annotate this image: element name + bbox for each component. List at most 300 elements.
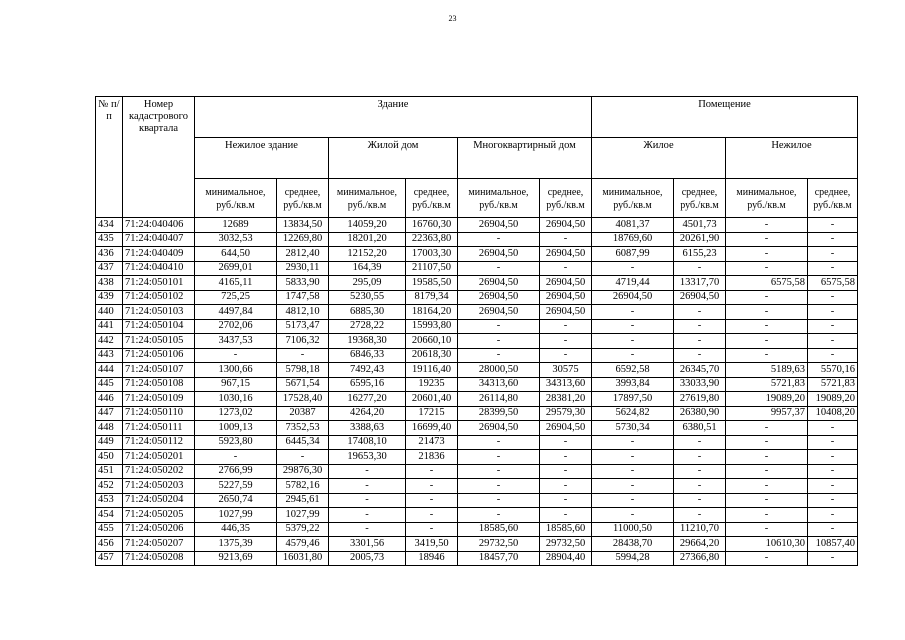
value-cell: - [592, 348, 674, 363]
value-cell: 5227,59 [195, 479, 277, 494]
kadastr-cell: 71:24:050101 [123, 276, 195, 291]
value-cell: 26904,50 [592, 290, 674, 305]
value-cell: - [540, 464, 592, 479]
value-cell: 34313,60 [540, 377, 592, 392]
row-number-cell: 442 [96, 334, 123, 349]
value-cell: - [808, 348, 858, 363]
value-cell: - [674, 479, 726, 494]
kadastr-cell: 71:24:050102 [123, 290, 195, 305]
value-cell: 6380,51 [674, 421, 726, 436]
value-cell: 5230,55 [329, 290, 406, 305]
table-row [96, 377, 858, 392]
kadastr-cell: 71:24:050111 [123, 421, 195, 436]
header-avg: среднее, руб./кв.м [808, 179, 858, 218]
value-cell: 5721,83 [726, 377, 808, 392]
value-cell: - [406, 464, 458, 479]
kadastr-cell: 71:24:050203 [123, 479, 195, 494]
value-cell: 5782,16 [277, 479, 329, 494]
value-cell: - [726, 334, 808, 349]
header-min: минимальное, руб./кв.м [195, 179, 277, 218]
value-cell: - [674, 348, 726, 363]
value-cell: 3437,53 [195, 334, 277, 349]
value-cell: - [674, 450, 726, 465]
value-cell: - [726, 493, 808, 508]
value-cell: - [592, 508, 674, 523]
value-cell: - [674, 435, 726, 450]
value-cell: 295,09 [329, 276, 406, 291]
value-cell: - [592, 319, 674, 334]
value-cell: 6575,58 [726, 276, 808, 291]
row-number-cell: 457 [96, 551, 123, 566]
value-cell: - [674, 319, 726, 334]
header-min: минимальное, руб./кв.м [458, 179, 540, 218]
row-number-cell: 452 [96, 479, 123, 494]
value-cell: 27619,80 [674, 392, 726, 407]
row-number-cell: 445 [96, 377, 123, 392]
value-cell: 3419,50 [406, 537, 458, 552]
value-cell: 7492,43 [329, 363, 406, 378]
value-cell: - [329, 508, 406, 523]
value-cell: 26904,50 [540, 247, 592, 262]
value-cell: - [674, 261, 726, 276]
header-building: Здание [195, 97, 592, 138]
kadastr-cell: 71:24:050205 [123, 508, 195, 523]
row-number-cell: 437 [96, 261, 123, 276]
value-cell: - [540, 450, 592, 465]
value-cell: 5173,47 [277, 319, 329, 334]
value-cell: - [674, 334, 726, 349]
value-cell: - [329, 493, 406, 508]
value-cell: - [592, 464, 674, 479]
value-cell: 19653,30 [329, 450, 406, 465]
value-cell: 26904,50 [458, 247, 540, 262]
value-cell: 1030,16 [195, 392, 277, 407]
row-number-cell: 456 [96, 537, 123, 552]
value-cell: 4497,84 [195, 305, 277, 320]
row-number-cell: 455 [96, 522, 123, 537]
table-row [96, 319, 858, 334]
value-cell: 26904,50 [458, 290, 540, 305]
value-cell: - [808, 334, 858, 349]
row-number-cell: 447 [96, 406, 123, 421]
row-number-cell: 434 [96, 218, 123, 233]
value-cell: 164,39 [329, 261, 406, 276]
value-cell: 28399,50 [458, 406, 540, 421]
value-cell: - [329, 479, 406, 494]
value-cell: - [808, 319, 858, 334]
value-cell: 19089,20 [726, 392, 808, 407]
value-cell: 34313,60 [458, 377, 540, 392]
value-cell: 16760,30 [406, 218, 458, 233]
table-body [96, 218, 858, 566]
value-cell: - [726, 450, 808, 465]
table-row [96, 435, 858, 450]
value-cell: 28381,20 [540, 392, 592, 407]
value-cell: - [674, 508, 726, 523]
value-cell: 12689 [195, 218, 277, 233]
value-cell: 9213,69 [195, 551, 277, 566]
table-row [96, 421, 858, 436]
kadastr-cell: 71:24:050112 [123, 435, 195, 450]
value-cell: - [458, 232, 540, 247]
header-residential: Жилое [592, 138, 726, 179]
value-cell: 1273,02 [195, 406, 277, 421]
table-row [96, 334, 858, 349]
header-avg: среднее, руб./кв.м [277, 179, 329, 218]
value-cell: 17528,40 [277, 392, 329, 407]
value-cell: - [592, 450, 674, 465]
value-cell: - [726, 479, 808, 494]
value-cell: - [540, 479, 592, 494]
table-row [96, 551, 858, 566]
value-cell: - [726, 261, 808, 276]
value-cell: 2812,40 [277, 247, 329, 262]
header-min: минимальное, руб./кв.м [592, 179, 674, 218]
value-cell: 26904,50 [674, 290, 726, 305]
value-cell: 26904,50 [540, 290, 592, 305]
value-cell: 4165,11 [195, 276, 277, 291]
kadastr-cell: 71:24:050207 [123, 537, 195, 552]
cadastral-value-table [95, 96, 858, 566]
value-cell: - [458, 464, 540, 479]
value-cell: 19116,40 [406, 363, 458, 378]
value-cell: 5798,18 [277, 363, 329, 378]
row-number-cell: 449 [96, 435, 123, 450]
value-cell: - [277, 348, 329, 363]
table-row [96, 450, 858, 465]
value-cell: - [726, 435, 808, 450]
table-row [96, 232, 858, 247]
value-cell: 9957,37 [726, 406, 808, 421]
value-cell: 30575 [540, 363, 592, 378]
header-premises: Помещение [592, 97, 858, 138]
value-cell: - [808, 435, 858, 450]
value-cell: 1027,99 [277, 508, 329, 523]
value-cell: 26904,50 [540, 305, 592, 320]
value-cell: - [540, 261, 592, 276]
value-cell: 26904,50 [458, 218, 540, 233]
value-cell: 6087,99 [592, 247, 674, 262]
value-cell: - [808, 508, 858, 523]
value-cell: 6575,58 [808, 276, 858, 291]
value-cell: - [726, 522, 808, 537]
value-cell: 20618,30 [406, 348, 458, 363]
value-cell: - [195, 348, 277, 363]
value-cell: - [592, 479, 674, 494]
kadastr-cell: 71:24:050109 [123, 392, 195, 407]
value-cell: 4812,10 [277, 305, 329, 320]
value-cell: - [726, 319, 808, 334]
value-cell: 2650,74 [195, 493, 277, 508]
value-cell: 6595,16 [329, 377, 406, 392]
value-cell: - [540, 232, 592, 247]
value-cell: 17897,50 [592, 392, 674, 407]
value-cell: - [726, 421, 808, 436]
value-cell: - [458, 450, 540, 465]
value-cell: 2930,11 [277, 261, 329, 276]
value-cell: - [808, 290, 858, 305]
value-cell: 5671,54 [277, 377, 329, 392]
value-cell: 4264,20 [329, 406, 406, 421]
value-cell: 11210,70 [674, 522, 726, 537]
value-cell: 28000,50 [458, 363, 540, 378]
value-cell: - [726, 348, 808, 363]
value-cell: - [808, 247, 858, 262]
value-cell: - [674, 493, 726, 508]
value-cell: - [808, 232, 858, 247]
value-cell: - [808, 493, 858, 508]
value-cell: - [458, 508, 540, 523]
value-cell: 26904,50 [540, 276, 592, 291]
value-cell: 5994,28 [592, 551, 674, 566]
value-cell: 5570,16 [808, 363, 858, 378]
row-number-cell: 446 [96, 392, 123, 407]
value-cell: - [329, 464, 406, 479]
value-cell: 18769,60 [592, 232, 674, 247]
value-cell: - [674, 464, 726, 479]
value-cell: 10408,20 [808, 406, 858, 421]
value-cell: 20261,90 [674, 232, 726, 247]
value-cell: 19235 [406, 377, 458, 392]
value-cell: - [540, 493, 592, 508]
table-row [96, 290, 858, 305]
value-cell: 18201,20 [329, 232, 406, 247]
value-cell: 14059,20 [329, 218, 406, 233]
value-cell: 12152,20 [329, 247, 406, 262]
value-cell: - [726, 232, 808, 247]
value-cell: 29579,30 [540, 406, 592, 421]
value-cell: 7106,32 [277, 334, 329, 349]
header-avg: среднее, руб./кв.м [406, 179, 458, 218]
row-number-cell: 448 [96, 421, 123, 436]
value-cell: 1009,13 [195, 421, 277, 436]
value-cell: 5923,80 [195, 435, 277, 450]
value-cell: 29732,50 [540, 537, 592, 552]
value-cell: 6885,30 [329, 305, 406, 320]
value-cell: 29876,30 [277, 464, 329, 479]
value-cell: 6846,33 [329, 348, 406, 363]
value-cell: 2699,01 [195, 261, 277, 276]
kadastr-cell: 71:24:050204 [123, 493, 195, 508]
row-number-cell: 435 [96, 232, 123, 247]
header-num: № п/п [96, 97, 123, 218]
value-cell: - [592, 334, 674, 349]
value-cell: - [808, 218, 858, 233]
value-cell: 26904,50 [458, 421, 540, 436]
value-cell: - [808, 464, 858, 479]
value-cell: - [726, 305, 808, 320]
value-cell: 5624,82 [592, 406, 674, 421]
value-cell: - [458, 334, 540, 349]
row-number-cell: 443 [96, 348, 123, 363]
value-cell: 967,15 [195, 377, 277, 392]
value-cell: 17003,30 [406, 247, 458, 262]
value-cell: - [195, 450, 277, 465]
value-cell: 26904,50 [540, 218, 592, 233]
value-cell: 8179,34 [406, 290, 458, 305]
value-cell: - [726, 508, 808, 523]
value-cell: 26904,50 [540, 421, 592, 436]
header-avg: среднее, руб./кв.м [540, 179, 592, 218]
value-cell: - [406, 493, 458, 508]
header-min: минимальное, руб./кв.м [726, 179, 808, 218]
value-cell: - [592, 305, 674, 320]
value-cell: 22363,80 [406, 232, 458, 247]
value-cell: 5189,63 [726, 363, 808, 378]
value-cell: 3301,56 [329, 537, 406, 552]
value-cell: - [808, 305, 858, 320]
value-cell: 5379,22 [277, 522, 329, 537]
value-cell: 19585,50 [406, 276, 458, 291]
row-number-cell: 451 [96, 464, 123, 479]
value-cell: 29664,20 [674, 537, 726, 552]
value-cell: - [458, 479, 540, 494]
value-cell: - [726, 464, 808, 479]
value-cell: - [808, 551, 858, 566]
header-kadastr: Номер кадастрового квартала [123, 97, 195, 218]
value-cell: - [406, 479, 458, 494]
header-apartment-building: Многоквартирный дом [458, 138, 592, 179]
row-number-cell: 440 [96, 305, 123, 320]
kadastr-cell: 71:24:040406 [123, 218, 195, 233]
kadastr-cell: 71:24:050108 [123, 377, 195, 392]
value-cell: 26345,70 [674, 363, 726, 378]
value-cell: 16699,40 [406, 421, 458, 436]
row-number-cell: 439 [96, 290, 123, 305]
value-cell: 1747,58 [277, 290, 329, 305]
kadastr-cell: 71:24:050107 [123, 363, 195, 378]
kadastr-cell: 71:24:050106 [123, 348, 195, 363]
value-cell: 6155,23 [674, 247, 726, 262]
value-cell: - [592, 435, 674, 450]
value-cell: 16031,80 [277, 551, 329, 566]
value-cell: 15993,80 [406, 319, 458, 334]
header-nonresidential: Нежилое [726, 138, 858, 179]
value-cell: 19089,20 [808, 392, 858, 407]
value-cell: 27366,80 [674, 551, 726, 566]
value-cell: 20601,40 [406, 392, 458, 407]
table-row [96, 363, 858, 378]
row-number-cell: 441 [96, 319, 123, 334]
value-cell: 2766,99 [195, 464, 277, 479]
value-cell: - [726, 551, 808, 566]
kadastr-cell: 71:24:040410 [123, 261, 195, 276]
value-cell: 4081,37 [592, 218, 674, 233]
value-cell: 4501,73 [674, 218, 726, 233]
kadastr-cell: 71:24:050206 [123, 522, 195, 537]
value-cell: - [808, 450, 858, 465]
value-cell: - [458, 493, 540, 508]
value-cell: - [674, 305, 726, 320]
value-cell: 13317,70 [674, 276, 726, 291]
header-nonres-building: Нежилое здание [195, 138, 329, 179]
value-cell: 16277,20 [329, 392, 406, 407]
value-cell: 2005,73 [329, 551, 406, 566]
value-cell: - [406, 508, 458, 523]
table-row [96, 305, 858, 320]
value-cell: 26114,80 [458, 392, 540, 407]
value-cell: - [540, 348, 592, 363]
value-cell: 19368,30 [329, 334, 406, 349]
kadastr-cell: 71:24:050105 [123, 334, 195, 349]
table-row [96, 464, 858, 479]
value-cell: 3388,63 [329, 421, 406, 436]
value-cell: 17408,10 [329, 435, 406, 450]
value-cell: 17215 [406, 406, 458, 421]
kadastr-cell: 71:24:040409 [123, 247, 195, 262]
row-number-cell: 450 [96, 450, 123, 465]
value-cell: 725,25 [195, 290, 277, 305]
header-avg: среднее, руб./кв.м [674, 179, 726, 218]
value-cell: - [808, 261, 858, 276]
value-cell: 5730,34 [592, 421, 674, 436]
value-cell: - [726, 218, 808, 233]
row-number-cell: 436 [96, 247, 123, 262]
value-cell: 26904,50 [458, 276, 540, 291]
value-cell: 6445,34 [277, 435, 329, 450]
table-row [96, 247, 858, 262]
value-cell: 10857,40 [808, 537, 858, 552]
value-cell: 11000,50 [592, 522, 674, 537]
table-row [96, 406, 858, 421]
value-cell: - [458, 348, 540, 363]
value-cell: - [406, 522, 458, 537]
value-cell: 2728,22 [329, 319, 406, 334]
page-number: 23 [448, 14, 457, 23]
value-cell: 21836 [406, 450, 458, 465]
header-house: Жилой дом [329, 138, 458, 179]
value-cell: 5833,90 [277, 276, 329, 291]
table-row [96, 348, 858, 363]
kadastr-cell: 71:24:050208 [123, 551, 195, 566]
value-cell: - [277, 450, 329, 465]
value-cell: 28438,70 [592, 537, 674, 552]
value-cell: 20660,10 [406, 334, 458, 349]
value-cell: 18585,60 [458, 522, 540, 537]
value-cell: - [458, 261, 540, 276]
value-cell: 18946 [406, 551, 458, 566]
value-cell: - [540, 508, 592, 523]
value-cell: - [592, 261, 674, 276]
value-cell: 1027,99 [195, 508, 277, 523]
value-cell: 26380,90 [674, 406, 726, 421]
value-cell: - [592, 493, 674, 508]
value-cell: - [458, 435, 540, 450]
value-cell: - [726, 247, 808, 262]
value-cell: - [808, 479, 858, 494]
row-number-cell: 444 [96, 363, 123, 378]
value-cell: 5721,83 [808, 377, 858, 392]
value-cell: 18585,60 [540, 522, 592, 537]
kadastr-cell: 71:24:040407 [123, 232, 195, 247]
value-cell: - [329, 522, 406, 537]
value-cell: - [540, 319, 592, 334]
value-cell: 1375,39 [195, 537, 277, 552]
value-cell: 26904,50 [458, 305, 540, 320]
value-cell: 3032,53 [195, 232, 277, 247]
value-cell: - [808, 522, 858, 537]
value-cell: 13834,50 [277, 218, 329, 233]
row-number-cell: 438 [96, 276, 123, 291]
value-cell: 18457,70 [458, 551, 540, 566]
table-row [96, 218, 858, 233]
value-cell: - [458, 319, 540, 334]
value-cell: 6592,58 [592, 363, 674, 378]
value-cell: 10610,30 [726, 537, 808, 552]
value-cell: 20387 [277, 406, 329, 421]
table-row [96, 508, 858, 523]
value-cell: 33033,90 [674, 377, 726, 392]
